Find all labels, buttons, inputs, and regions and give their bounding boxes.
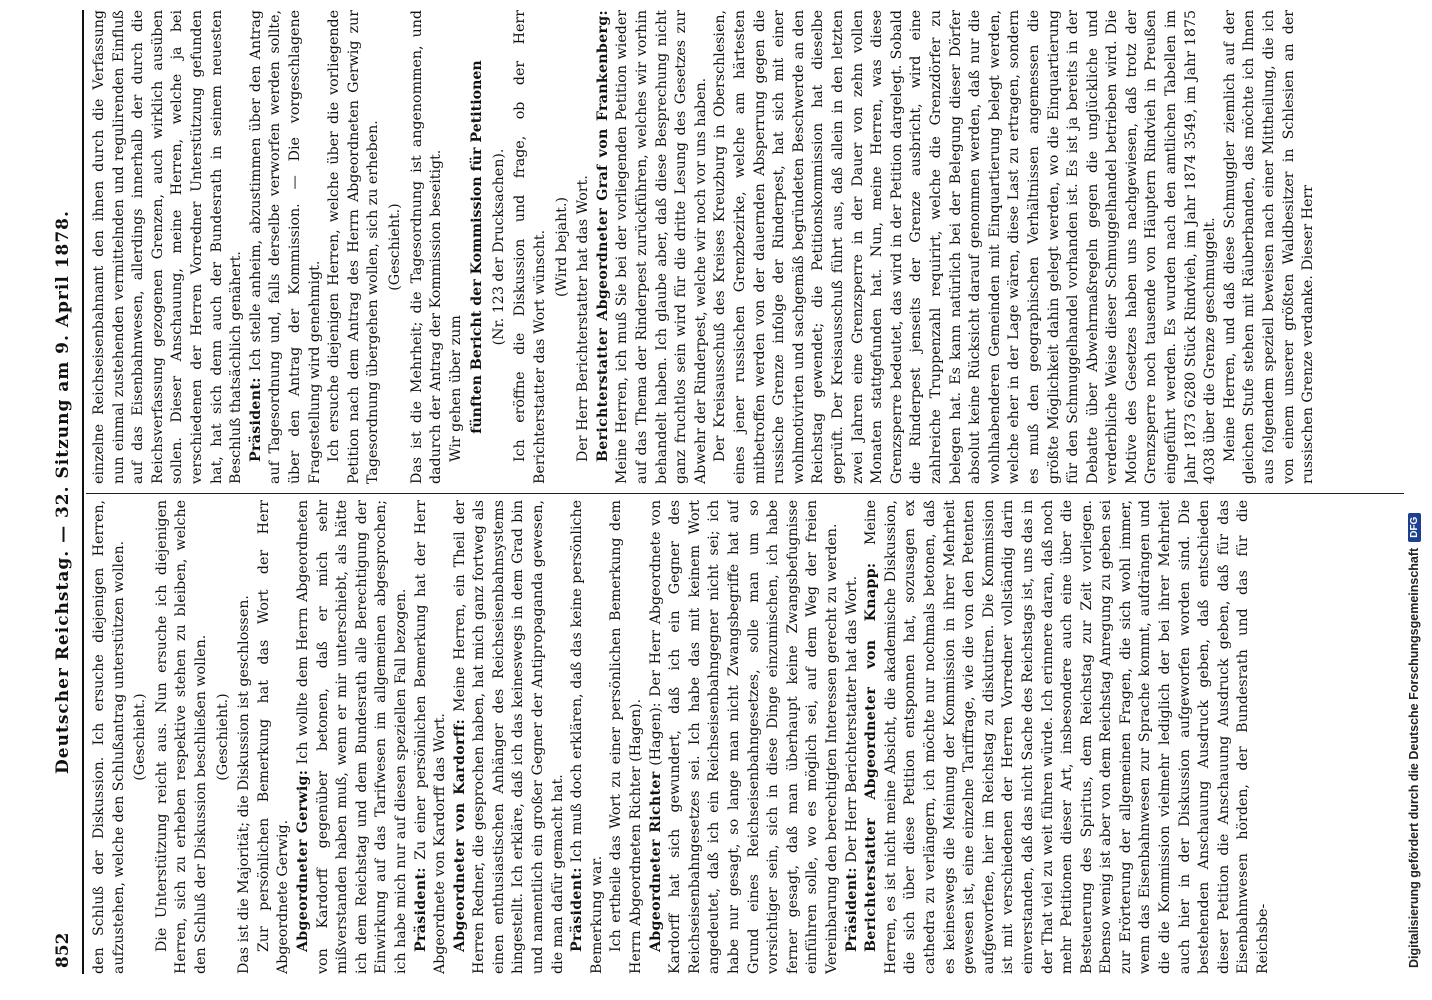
paragraph-text: Der Herr Berichterstatter hat das Wort. xyxy=(575,175,592,462)
stage-direction xyxy=(553,10,573,484)
paragraph-text: Ich wollte dem Herrn Abgeordneten von Kardorff gegenüber betonen, daß er mich sehr mißverstanden haben muß, wenn er mir unterschiebt, als hätte ich dem Reichstag und dem Bundesrath alle Berechtigung der Einwirkung auf das Tarifwesen im allgemeinen abgesprochen; ich habe mich nur auf diesen speziellen Fall bezogen. xyxy=(294,500,409,974)
paragraph-text: (Hagen): Der Herr Abgeordnete von Kardorff hat sich gewundert, daß ich ein Gegner des Reichseisenbahngesetzes sei. Ich habe das mit keinem Wort angedeutet, daß ich ein Reichseisenbahngegner nicht sei; ich habe nur gesagt, so lange man nicht Zwangsbegriffe hat auf Grund eines Reichseisenbahngesetzes, solle man um so vorsichtiger sein, sich in diese Dinge einzumischen, ich habe ferner gesagt, daß man überhaupt keine Zwangsbefugnisse einführen solle, wo es möglich sei, auf dem Weg der freien Vereinbarung den berechtigten Interessen gerecht zu werden. xyxy=(647,500,840,974)
speaker-label: Präsident: xyxy=(412,867,429,952)
speaker-label: Abgeordneter von Kardorff: xyxy=(451,718,468,952)
dfg-logo: DFG xyxy=(1408,513,1421,542)
paragraph xyxy=(153,500,212,974)
paragraph xyxy=(1221,10,1319,484)
paragraph xyxy=(255,500,294,974)
paragraph-text: Ich muß doch erklären, daß das keine persönliche Bemerkung war. xyxy=(569,500,605,974)
paragraph xyxy=(90,10,247,484)
paragraph xyxy=(647,500,843,974)
paragraph xyxy=(843,500,863,974)
paragraph-text: Ich eröffne die Diskussion und frage, ob der Herr Berichterstatter das Wort wünscht. xyxy=(512,10,549,484)
digitization-credit xyxy=(1402,8,1426,968)
paragraph-text: (Geschieht.) xyxy=(214,693,231,781)
paragraph-text: Meine Herren, es ist nicht meine Absicht, die akademische Diskussion, die sich über diese Petition entsponnen hat, sozusagen ex cathedra zu verlängern, ich möchte nur nochmals betonen, daß es keineswegs die Meinung der Kommission in ihrer Mehrheit gewesen ist, eine einzelne Tariffrage, wie die von den Petenten aufgeworfene, hier im Reichstag zu diskutiren. Die Kommission ist mit verschiedenen der Herren Vorredner vollständig darin einverstanden, daß das nicht Sache des Reichstags ist, uns das in der That viel zu weit führen würde. Ich erinnere daran, daß noch mehr Petitionen dieser Art, insbesondere auch eine über die Besteuerung des Spiritus, dem Reichstag zur Zeit vorliegen. Ebenso wenig ist aber von dem Reichstag Anregung zu geben sei zur Erörterung der allgemeinen Fragen, die sich wohl immer, wenn das Eisenbahnwesen zur Sprache kommt, aufdrängen und die die Kommission vielmehr lediglich der bei ihrer Mehrheit auch hier in der Diskussion aufgeworfen worden sind. Die bestehenden Anschauung Ausdruck geben, daß entschieden dieser Petition die Anschauung Ausdruck geben, daß für das Eisenbahnwesen hörden, der Bundesrath und das für die Reichsbe- xyxy=(863,500,1272,974)
paragraph-text: Wir gehen über zum xyxy=(447,315,464,462)
paragraph-text: Ich ertheile das Wort zu einer persönlichen Bemerkung dem Herrn Abgeordneten Richter (Hagen). xyxy=(608,500,645,974)
paragraph-text: Meine Herren, ich muß Sie bei der vorliegenden Petition wieder auf das Thema der Rinderpest zurückführen, welches wir vorhin behandelt haben. Ich glaube aber, daß diese Besprechung nicht ganz fruchtlos sein wird für die dritte Lesung des Gesetzes zur Abwehr der Rinderpest, welche wir noch vor uns haben. xyxy=(614,10,709,484)
speaker-label: Präsident: xyxy=(569,867,586,952)
right-column xyxy=(90,10,1400,484)
paragraph-text: (Nr. 123 der Drucksachen). xyxy=(490,148,507,346)
paragraph-text: den Schluß der Diskussion. Ich ersuche diejenigen Herren, aufzustehen, welche den Schlußantrag unterstützen wollen. xyxy=(91,500,127,974)
paragraph xyxy=(862,500,1273,974)
paragraph-text: (Geschieht.) xyxy=(132,693,149,781)
paragraph xyxy=(711,10,1220,484)
header-rule xyxy=(82,10,84,974)
paragraph-text: Meine Herren, und daß diese Schmuggler ziemlich auf der gleichen Stufe stehen mit Räuberbanden, das möchte ich Ihnen aus folgendem speziell beweisen nach einer Mittheilung, die ich von einem unserer größten Waldbesitzer in Schlesien an der russischen Grenze verdanke. Dieser Herr xyxy=(1221,10,1317,484)
paragraph xyxy=(451,500,569,974)
speaker-label: Berichterstatter Abgeordneter von Knapp: xyxy=(863,562,880,952)
paragraph xyxy=(447,10,467,484)
running-title: Deutscher Reichstag. — 32. Sitzung am 9. April 1878. xyxy=(53,210,73,774)
section-heading xyxy=(468,10,488,484)
paragraph-text: Ich stelle anheim, abzustimmen über den Antrag auf Tagesordnung und, falls derselbe verworfen werden sollte, über den Antrag der Kommission. — Die vorgeschlagene Fragestellung wird genehmigt. xyxy=(247,10,323,484)
paragraph-text: Ich ersuche diejenigen Herren, welche über die vorliegende Petition nach dem Antrag des Herrn Abgeordneten Gerwig zur Tagesordnung übergehen wollen, sich zu erheben. xyxy=(326,10,382,484)
paragraph xyxy=(594,10,712,484)
page-number: 852 xyxy=(53,932,73,968)
paragraph-text: Das ist die Mehrheit; die Tagesordnung ist angenommen, und dadurch der Antrag der Kommission beseitigt. xyxy=(408,10,445,484)
rotated-document-page xyxy=(46,2,1416,982)
paragraph xyxy=(412,500,451,974)
paragraph-text: Meine Herren, ein Theil der Herren Redner, die gesprochen haben, hat mich ganz fortweg als einen enthusiastischen Anhänger des Reichseisenbahnsystems hingestellt. Ich erkläre, daß ich das keineswegs in dem Grad bin und namentlich ein großer Gegner der Antipropaganda gewesen, die man dafür gemacht hat. xyxy=(451,500,566,974)
left-column xyxy=(90,500,1400,974)
paragraph xyxy=(568,500,607,974)
paragraph-text: Zur persönlichen Bemerkung hat das Wort der Herr Abgeordnete Gerwig. xyxy=(255,500,292,974)
running-header xyxy=(46,2,80,982)
paragraph xyxy=(247,10,325,484)
paragraph-text: (Wird bejaht.) xyxy=(553,197,570,297)
paragraph xyxy=(408,10,447,484)
stage-direction xyxy=(490,10,510,484)
speaker-label: Präsident: xyxy=(247,377,264,462)
paragraph xyxy=(325,10,384,484)
paragraph-text: Das ist die Majorität; die Diskussion ist geschlossen. xyxy=(236,595,253,974)
paragraph-text: (Geschieht.) xyxy=(386,203,403,291)
paragraph-text: einzelne Reichseisenbahnamt den ihnen durch die Verfassung nun einmal zustehenden vermittelnden und regulirenden Einfluß auf das Eisenbahnwesen, allerdings innerhalb der durch die Reichsverfassung gezogenen Grenzen, auch wirklich ausüben sollen. Dieser Anschauung, meine Herren, welche ja bei verschiedenen der Herren Vorredner Unterstützung gefunden hat, hat sich denn auch der Bundesrath in seinem neuesten Beschluß thatsächlich genähert. xyxy=(91,10,245,484)
paragraph xyxy=(607,500,646,974)
paragraph-text: Die Unterstützung reicht aus. Nun ersuche ich diejenigen Herren, sich zu erheben respektive stehen zu bleiben, welche den Schluß der Diskussion beschließen wollen. xyxy=(153,500,209,974)
paragraph xyxy=(90,500,129,974)
paragraph-text: Zu einer persönlichen Bemerkung hat der Herr Abgeordnete von Kardorff das Wort. xyxy=(412,500,449,974)
credit-text: Digitalisierung gefördert durch die Deutsche Forschungsgemeinschaft xyxy=(1407,547,1421,968)
stage-direction xyxy=(131,500,151,974)
stage-direction xyxy=(214,500,234,974)
paragraph xyxy=(294,500,412,974)
speaker-label: Abgeordneter Richter xyxy=(647,771,664,952)
speaker-label: Abgeordneter Gerwig: xyxy=(294,769,311,952)
paragraph xyxy=(511,10,550,484)
paragraph-text: fünften Bericht der Kommission für Petitionen xyxy=(469,60,486,434)
paragraph-text: Der Herr Berichterstatter hat das Wort. xyxy=(843,575,860,868)
paragraph xyxy=(574,10,594,484)
column-divider xyxy=(86,493,1404,494)
stage-direction xyxy=(386,10,406,484)
speaker-label: Berichterstatter Abgeordneter Graf von Frankenberg: xyxy=(594,10,611,462)
paragraph-text: Der Kreisausschuß des Kreises Kreuzburg in Oberschlesien, eines jener russischen Grenzbezirke, welche am härtesten mitbetroffen werden von der dauernden Absperrung gegen die russische Grenze infolge der Rinderpest, hat sich mit einer wohlmotivirten und sachgemäß begründeten Beschwerde an den Reichstag gewendet; die Petitionskommission hat dieselbe geprüft. Der Kreisausschuß führt aus, daß allein in den letzten zwei Jahren eine Grenzsperre in der Dauer von zehn vollen Monaten stattgefunden hat. Nun, meine Herren, was diese Grenzsperre bedeutet, das wird in der Petition dargelegt. Sobald die Rinderpest jenseits der Grenze ausbricht, wird eine zahlreiche Truppenzahl requirirt, welche die Grenzdörfer zu belegen hat. Es kann natürlich bei der Belegung dieser Dörfer absolut keine Rücksicht darauf genommen werden, daß nur die wohlhabenderen Gemeinden mit Einquartierung belegt werden, welche eher in der Lage wären, diese Last zu ertragen, sondern es muß den geographischen Verhältnissen angemessen die größte Möglichkeit dahin gelegt werden, wo die Einquartierung für den Schmuggelhandel vorhanden ist. Es ist ja bereits in der Debatte über Abwehrmaßregeln gegen die unglückliche und verderbliche Weise dieser Schmuggelhandel betrieben wird. Die Motive des Gesetzes haben uns nachgewiesen, daß trotz der Grenzsperre noch tausende von Häuptern Rindvieh in Preußen eingeführt werden. Es wurden nach den amtlichen Tabellen im Jahr 1873 6280 Stück Rindvieh, im Jahr 1874 3549, im Jahr 1875 4038 über die Grenze geschmuggelt. xyxy=(712,10,1219,484)
paragraph xyxy=(235,500,255,974)
speaker-label: Präsident: xyxy=(843,867,860,952)
